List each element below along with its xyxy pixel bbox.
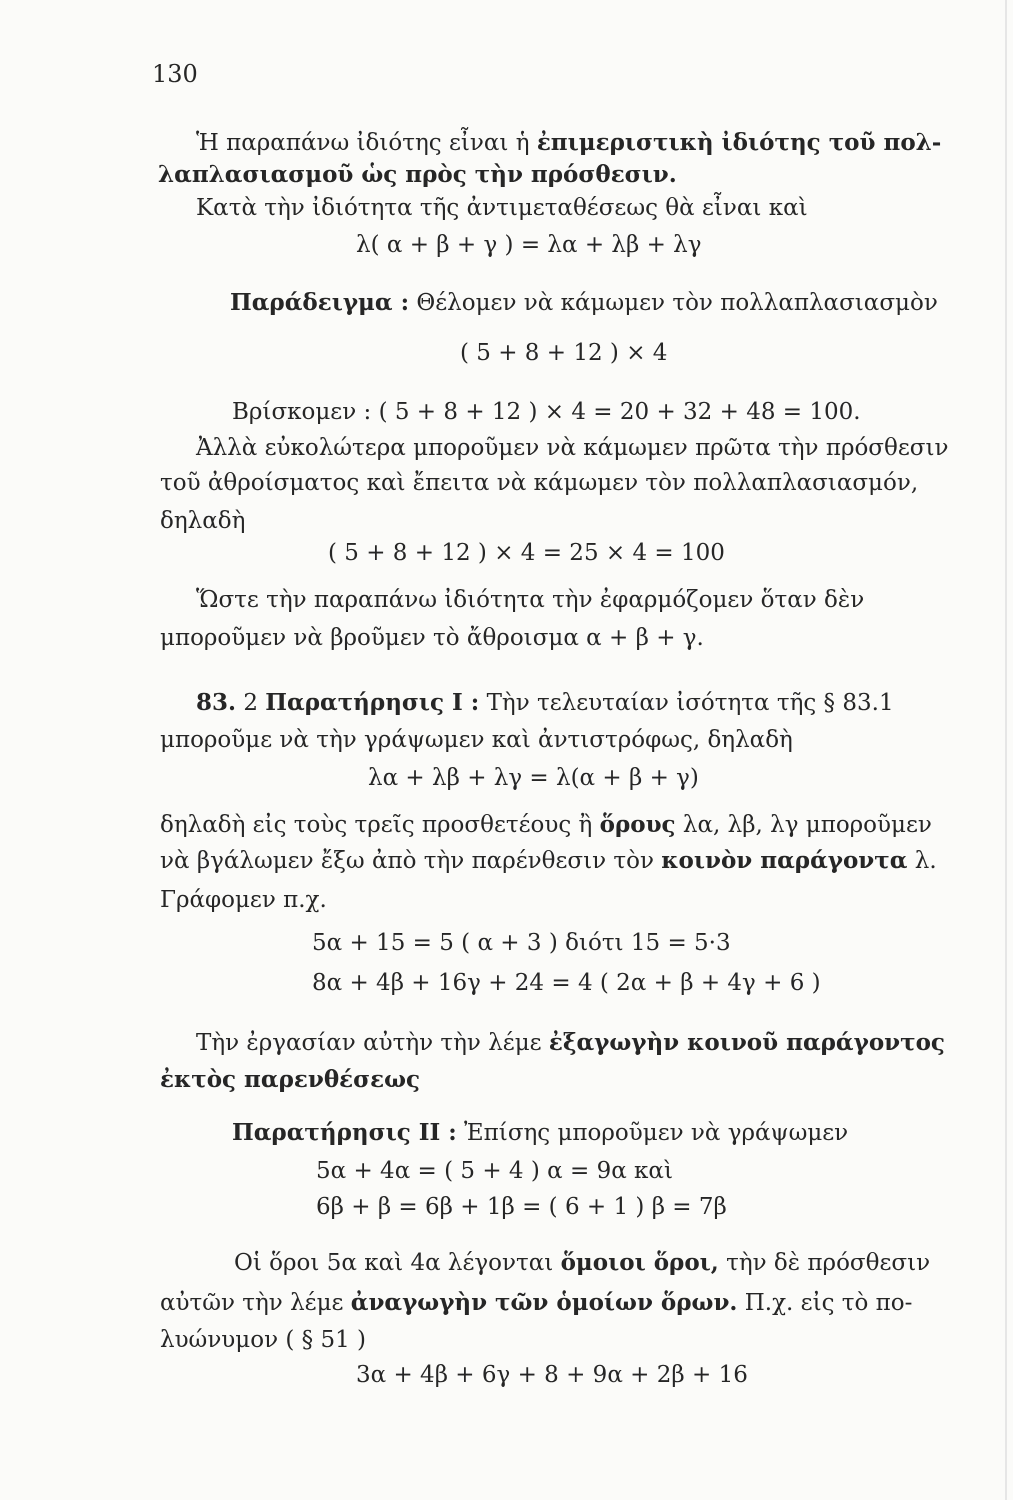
- remark-label: Παρατήρησις ΙΙ :: [232, 1119, 457, 1146]
- bold-term: ἀναγωγὴν τῶν ὁμοίων ὅρων.: [350, 1289, 738, 1316]
- equation: ( 5 + 8 + 12 ) × 4 = 25 × 4 = 100: [328, 540, 725, 566]
- section-heading: [196, 688, 894, 718]
- paragraph-line: λυώνυμον ( § 51 ): [160, 1327, 367, 1353]
- paragraph-line: Γράφομεν π.χ.: [160, 887, 327, 913]
- paragraph-line: [196, 128, 941, 158]
- text: Οἱ ὅροι 5α καὶ 4α λέγονται: [234, 1250, 561, 1276]
- text: Τὴν ἐργασίαν αὐτὴν τὴν λέμε: [196, 1030, 549, 1056]
- bold-term: λαπλασιασμοῦ ὡς πρὸς τὴν πρόσθεσιν.: [158, 161, 677, 188]
- equation: 8α + 4β + 16γ + 24 = 4 ( 2α + β + 4γ + 6 ): [312, 970, 821, 996]
- paragraph-line: [196, 1028, 945, 1058]
- equation: ( 5 + 8 + 12 ) × 4: [460, 340, 668, 366]
- paragraph-line: Βρίσκομεν : ( 5 + 8 + 12 ) × 4 = 20 + 32 + 48 = 100.: [232, 399, 861, 425]
- paragraph-line: μποροῦμεν νὰ βροῦμεν τὸ ἄθροισμα α + β + γ.: [160, 625, 704, 651]
- equation: 5α + 4α = ( 5 + 4 ) α = 9α καὶ: [316, 1158, 673, 1184]
- paragraph-line: Ἀλλὰ εὐκολώτερα μποροῦμεν νὰ κάμωμεν πρῶτα τὴν πρόσθεσιν: [196, 435, 949, 461]
- equation: λ( α + β + γ ) = λα + λβ + λγ: [356, 232, 702, 258]
- page-edge: [1005, 0, 1007, 1500]
- remark-label: Παρατήρησις Ι :: [265, 689, 480, 716]
- paragraph-line: [160, 1288, 912, 1318]
- remark-line: [232, 1118, 848, 1148]
- text: Τὴν τελευταίαν ἰσότητα τῆς § 83.1: [479, 690, 894, 716]
- bold-term: ὅμοιοι ὅροι,: [560, 1249, 719, 1276]
- bold-term: ὅρους: [599, 811, 676, 838]
- equation: λα + λβ + λγ = λ(α + β + γ): [368, 765, 699, 791]
- text: λ.: [907, 848, 937, 874]
- paragraph-line: [234, 1248, 930, 1278]
- bold-term: ἐξαγωγὴν κοινοῦ παράγοντος: [548, 1029, 945, 1056]
- text: Θέλομεν νὰ κάμωμεν τὸν πολλαπλασιασμὸν: [409, 290, 938, 316]
- bold-term: ἐπιμεριστικὴ ἰδιότης τοῦ πολ-: [536, 129, 942, 156]
- text: δηλαδὴ εἰς τοὺς τρεῖς προσθετέους ἢ: [160, 812, 600, 838]
- equation: 5α + 15 = 5 ( α + 3 ) διότι 15 = 5·3: [312, 930, 731, 956]
- example-line: [230, 288, 938, 318]
- text: 2: [236, 690, 266, 716]
- section-number: 83.: [196, 689, 237, 716]
- example-label: Παράδειγμα :: [230, 289, 410, 316]
- text: νὰ βγάλωμεν ἔξω ἀπὸ τὴν παρένθεσιν τὸν: [160, 848, 662, 874]
- equation: 3α + 4β + 6γ + 8 + 9α + 2β + 16: [356, 1362, 748, 1388]
- text: Ἐπίσης μποροῦμεν νὰ γράψωμεν: [456, 1120, 849, 1146]
- paragraph-line: Ὥστε τὴν παραπάνω ἰδιότητα τὴν ἐφαρμόζομεν ὅταν δὲν: [196, 587, 865, 613]
- text: Π.χ. εἰς τὸ πο-: [737, 1290, 913, 1316]
- bold-term: ἐκτὸς παρενθέσεως: [160, 1066, 420, 1093]
- text: Ἡ παραπάνω ἰδιότης εἶναι ἡ: [196, 130, 537, 156]
- paragraph-line: Κατὰ τὴν ἰδιότητα τῆς ἀντιμεταθέσεως θὰ εἶναι καὶ: [196, 195, 808, 221]
- page-number: 130: [152, 60, 198, 88]
- paragraph-line: [160, 1065, 420, 1095]
- text: λα, λβ, λγ μποροῦμεν: [675, 812, 932, 838]
- paragraph-line: δηλαδὴ: [160, 508, 246, 534]
- paragraph-line: [160, 846, 937, 876]
- equation: 6β + β = 6β + 1β = ( 6 + 1 ) β = 7β: [316, 1194, 727, 1220]
- paragraph-line: τοῦ ἀθροίσματος καὶ ἔπειτα νὰ κάμωμεν τὸν πολλαπλασιασμόν,: [160, 470, 919, 496]
- paragraph-line: [160, 810, 932, 840]
- text: τὴν δὲ πρόσθεσιν: [718, 1250, 931, 1276]
- text: αὐτῶν τὴν λέμε: [160, 1290, 351, 1316]
- paragraph-line: μποροῦμε νὰ τὴν γράψωμεν καὶ ἀντιστρόφως, δηλαδὴ: [160, 727, 793, 753]
- bold-term: κοινὸν παράγοντα: [661, 847, 908, 874]
- paragraph-line: [158, 160, 677, 190]
